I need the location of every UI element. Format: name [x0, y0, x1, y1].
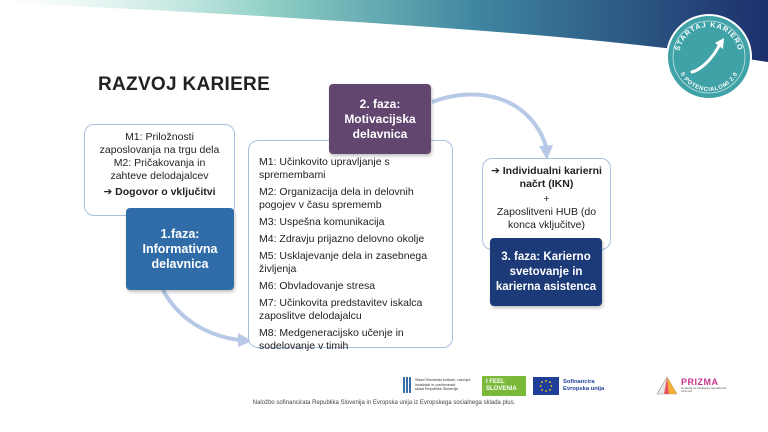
phase2-module-item: M1: Učinkovito upravljanje s spremembami [259, 156, 390, 181]
phase2-module-item: M5: Usklajevanje dela in zasebnega življenja [259, 250, 428, 275]
phase3-plus: + [543, 193, 550, 205]
phase2-module-item: M8: Medgeneracijsko učenje in sodelovanje v timih [259, 327, 404, 352]
phase3-content-box [482, 158, 611, 250]
ifeel-text: I FEEL [486, 379, 505, 385]
phase1-label-line: Informativna [142, 241, 218, 256]
prizma-logo [656, 372, 736, 398]
phase3-highlight: ➔ Individualni karierni [491, 165, 602, 177]
phase3-label-line: karierna asistenca [495, 280, 597, 293]
badge-bottom-text: S POTENCIALOMI 2.0 [678, 71, 740, 94]
phase1-line: M1: Priložnosti [125, 131, 194, 143]
page-title: RAZVOJ KARIERE [98, 74, 271, 95]
phase2-module-item: M6: Obvladovanje stresa [259, 280, 376, 292]
phase1-line: zahteve delodajalcev [110, 170, 209, 182]
phase3-label-line: 3. faza: Karierno [501, 250, 591, 263]
phase3-label [490, 238, 602, 306]
eu-text: Evropska unija [563, 386, 605, 392]
ministry-text: invalidski in preživninski [415, 382, 456, 387]
phase3-label-line: svetovanje in [509, 265, 583, 278]
badge-top-text: ŠTARTAJ KARIERO [672, 19, 746, 52]
phase1-label-line: 1.faza: [160, 226, 200, 241]
prizma-subtitle: fundacija za izboljšanje zaposlitvenih možnosti [681, 385, 727, 393]
ministry-emblem-icon [402, 375, 412, 395]
phase1-line: M2: Pričakovanja in [113, 157, 206, 169]
phase2-module-item: M3: Uspešna komunikacija [259, 216, 385, 228]
phase2-module-item: M4: Zdravju prijazno delovno okolje [259, 233, 425, 245]
phase2-module-item: M7: Učinkovita predstavitev iskalca zaposlitve delodajalcu [259, 297, 423, 322]
phase2-label-line: delavnica [352, 126, 408, 141]
ministry-text: sklad Republike Slovenije [415, 387, 459, 392]
ministry-text: Sklad Slovenski kulturni, razvojni, [415, 377, 472, 382]
eu-text: Sofinancira [563, 379, 595, 385]
phase1-label [126, 208, 234, 290]
phase2-label-line: 2. faza: [359, 96, 401, 111]
phase2-label [329, 84, 431, 154]
phase2-modules-box [248, 140, 453, 352]
prizma-name: PRIZMA [681, 376, 719, 387]
phase1-line: zaposlovanja na trgu dela [99, 144, 220, 156]
phase3-line: Zaposlitveni HUB (do [496, 206, 597, 218]
phase1-content-box [84, 124, 235, 216]
funding-note: Naložbo sofinancirata Republika Slovenija in Evropska unija iz Evropskega socialnega sklada plus. [252, 400, 516, 406]
ifeel-text: SLOVENIA [486, 386, 517, 392]
phase2-label-line: Motivacijska [344, 111, 416, 126]
eu-flag-icon [533, 377, 559, 395]
eu-logo [533, 376, 613, 396]
phase1-label-line: delavnica [151, 256, 209, 271]
ifeelslovenia-logo [482, 376, 526, 396]
phase3-highlight: načrt (IKN) [519, 178, 574, 190]
phase2-module-item: M2: Organizacija dela in delovnih pogojev v času sprememb [259, 186, 414, 211]
phase1-highlight: ➔ Dogovor o vključitvi [103, 186, 216, 198]
prizma-triangle-icon [656, 375, 678, 395]
ministry-logo [402, 374, 472, 396]
phase3-line: konca vključitve) [507, 219, 586, 231]
